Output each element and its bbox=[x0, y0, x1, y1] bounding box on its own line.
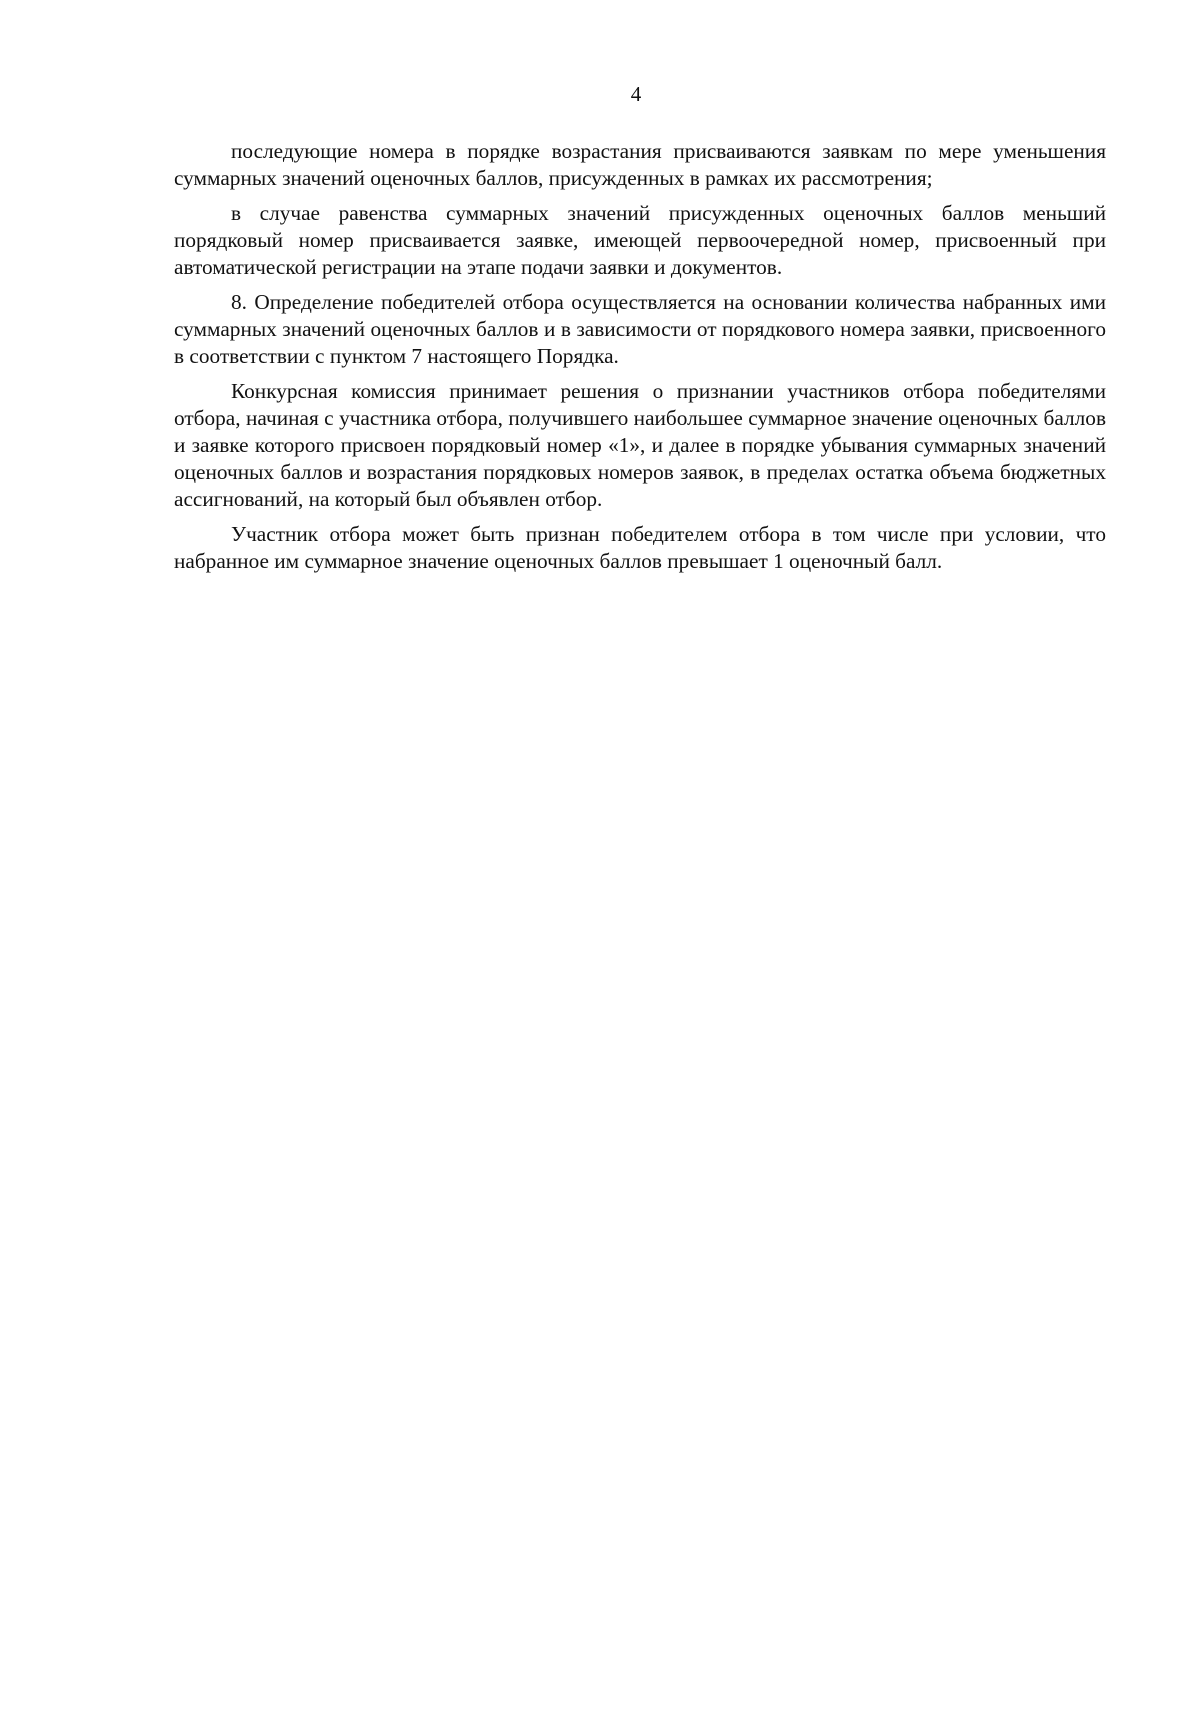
paragraph-5: Участник отбора может быть признан победителем отбора в том числе при условии, что набранное им суммарное значение оценочных баллов превышает 1 оценочный балл. bbox=[174, 522, 1106, 573]
paragraph-3-item-8: 8. Определение победителей отбора осуществляется на основании количества набранных ими суммарных значений оценочных баллов и в зависимости от порядкового номера заявки, присвоенного в соответствии с пунктом 7 настоящего Порядка. bbox=[174, 290, 1106, 368]
page-number: 4 bbox=[630, 82, 642, 106]
paragraph-4: Конкурсная комиссия принимает решения о признании участников отбора победителями отбора, начиная с участника отбора, получившего наибольшее суммарное значение оценочных баллов и заявке которого присвоен порядковый номер «1», и далее в порядке убывания суммарных значений оценочных баллов и возрастания порядковых номеров заявок, в пределах остатка объема бюджетных ассигнований, на который был объявлен отбор. bbox=[174, 379, 1106, 511]
document-body bbox=[174, 138, 1106, 575]
paragraph-1: последующие номера в порядке возрастания присваиваются заявкам по мере уменьшения суммарных значений оценочных баллов, присужденных в рамках их рассмотрения; bbox=[174, 139, 1106, 190]
paragraph-2: в случае равенства суммарных значений присужденных оценочных баллов меньший порядковый номер присваивается заявке, имеющей первоочередной номер, присвоенный при автоматической регистрации на этапе подачи заявки и документов. bbox=[174, 201, 1106, 279]
